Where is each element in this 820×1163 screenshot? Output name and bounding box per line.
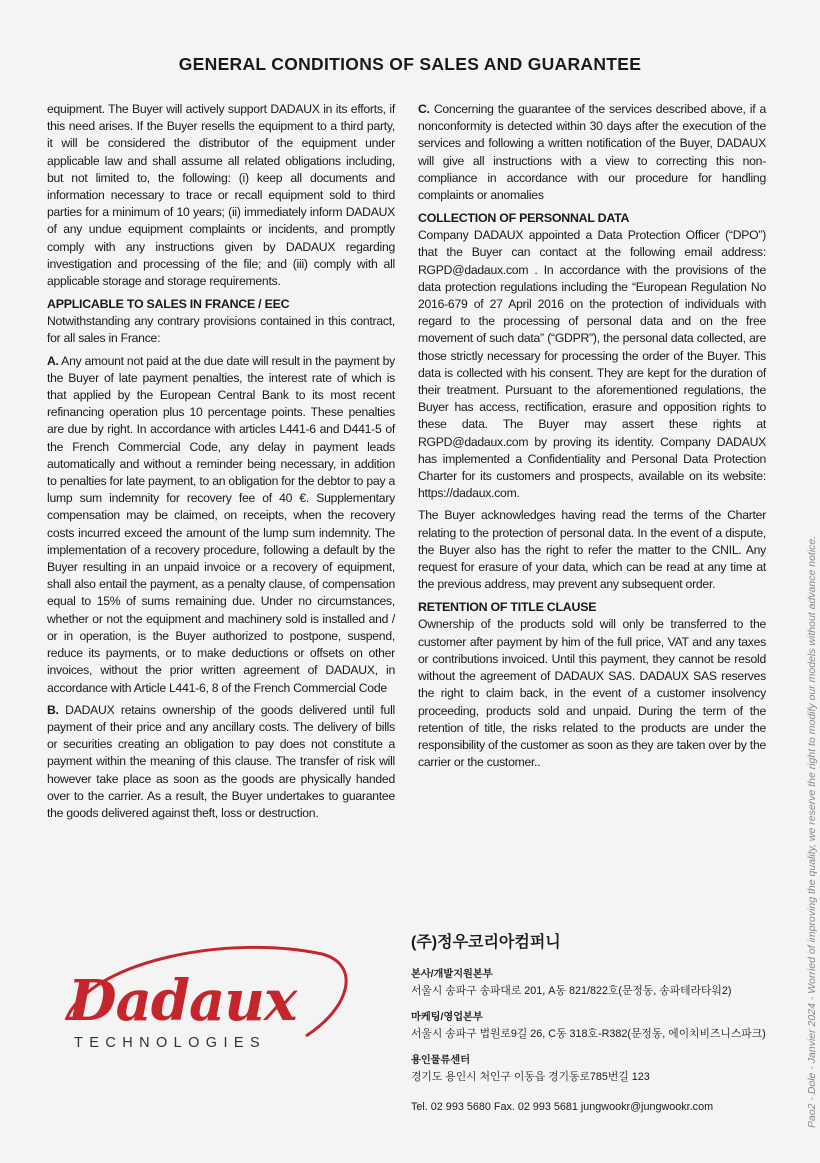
- logo-subtitle: TECHNOLOGIES: [74, 1035, 267, 1051]
- office-name: 용인물류센터: [411, 1055, 471, 1066]
- clause-b-text: DADAUX retains ownership of the goods delivered until full payment of their price and any ancillary costs. The delivery of bills or securities creating an obligation to pay does not constitute a payment within the meaning of this clause. The transfer of risk will however take place as soon as the goods are physically handed over to the carrier. As a result, the Buyer undertakes to guarantee the goods delivered against theft, loss or destruction.: [47, 702, 395, 820]
- page-title: GENERAL CONDITIONS OF SALES AND GUARANTEE: [178, 54, 642, 74]
- clause-a-text: Any amount not paid at the due date will result in the payment by the Buyer of late payment penalties, the interest rate of which is that applied by the European Central Bank to its most recent refinancing operation plus 10 percentage points. These penalties are due by right. In accordance with articles L441-6 and D441-5 of the French Commercial Code, any delay in payment leads automatically and without a reminder being necessary, in addition to penalties for late payment, to an obligation for the debtor to pay a lump sum indemnity for recovery fee of 40 €. Supplementary compensation may be claimed, on receipts, when the recovery costs incurred exceed the amount of the lump sum indemnity. The implementation of a recovery procedure, following a default by the Buyer resulting in an unpaid invoice or a recovery of equipment, shall also entail the payment, as a penalty clause, of compensation equal to 15% of sums remaining due. Under no circumstances, whether or not the equipment and machinery sold is installed and / or in operation, is the Buyer authorized to postpone, suspend, reduce its payments, or to make deductions or offsets on other invoices, without the prior written agreement of DADAUX, in accordance with Article L441-6, 8 of the French Commercial Code: [47, 353, 395, 695]
- contact-block: [411, 935, 766, 1115]
- left-column: [47, 101, 395, 827]
- section-heading-retention: RETENTION OF TITLE CLAUSE: [418, 600, 597, 615]
- contact-tel: Tel. 02 993 5680 Fax. 02 993 5681 jungwookr@jungwookr.com: [411, 1101, 714, 1113]
- logo-wordmark: Dadaux: [68, 968, 297, 1034]
- clause-a-label: A.: [47, 353, 59, 368]
- right-column: [418, 101, 766, 776]
- side-note: Pao2 - Dole - Janvier 2024 - Worried of improving the quality, we reserve the right to modify our models without advance notice.: [806, 535, 818, 1128]
- clause-a: [47, 353, 395, 697]
- section-heading-personal-data: COLLECTION OF PERSONNAL DATA: [418, 211, 630, 226]
- dadaux-logo: [60, 940, 350, 1060]
- clause-c-label: C.: [418, 102, 430, 116]
- clause-c-text: Concerning the guarantee of the services described above, if a nonconformity is detected within 30 days after the execution of the services and following a written notification of the Buyer, DADAUX will give all instructions with a view to correcting this non-compliance in accordance with our procedure for handling complaints or anomalies: [418, 102, 766, 203]
- office-address: 서울시 송파구 송파대로 201, A동 821/822호(문정동, 송파테라타워2): [411, 985, 732, 997]
- section-heading-france-eec: APPLICABLE TO SALES IN FRANCE / EEC: [47, 297, 290, 312]
- intro-paragraph: equipment. The Buyer will actively support DADAUX in its efforts, if this need arises. If the Buyer resells the equipment to a third party, it will be considered the distributor of the equipment under applicable law and shall assume all related obligations including, but not limited to, the following: (i) keep all documents and information necessary to trace or recall equipment sold to third parties for a minimum of 10 years; (ii) immediately inform DADAUX of any undue equipment complaints or incidents, and promptly comply with any instructions given by DADAUX regarding investigation and processing of the file; and (iii) comply with all applicable storage and storage requirements.: [47, 102, 395, 289]
- clause-c: [418, 101, 766, 204]
- section-intro: Notwithstanding any contrary provisions contained in this contract, for all sales in France:: [47, 314, 395, 346]
- retention-paragraph: Ownership of the products sold will only be transferred to the customer after payment by him of the full price, VAT and any taxes or contributions invoiced. Until this payment, they cannot be resold without the agreement of DADAUX SAS. DADAUX SAS reserves the right to claim back, in the event of a customer insolvency proceeding, products sold and unpaid. During the term of the retention of title, the risks related to the products are under the responsibility of the customer as soon as they are taken over by the carrier or the customer..: [418, 617, 766, 770]
- office-hq: [411, 967, 766, 999]
- company-name: (주)정우코리아컴퍼니: [411, 934, 561, 951]
- office-address: 서울시 송파구 법원로9길 26, C동 318호-R382(문정동, 에이치비즈니스파크): [411, 1028, 766, 1040]
- clause-b: [47, 702, 395, 822]
- charter-paragraph: The Buyer acknowledges having read the terms of the Charter relating to the protection of personal data. In the event of a dispute, the Buyer also has the right to refer the matter to the CNIL. Any request for erasure of your data, which can be read at any time at the previous address, may prevent any subsequent order.: [418, 508, 766, 592]
- office-name: 본사/개발지원본부: [411, 969, 493, 980]
- office-name: 마케팅/영업본부: [411, 1012, 483, 1023]
- clause-b-label: B.: [47, 702, 59, 717]
- personal-data-paragraph: Company DADAUX appointed a Data Protection Officer (“DPO”) that the Buyer can contact at the following email address: RGPD@dadaux.com . In accordance with the provisions of the data protection regulations including the “European Regulation No 2016-679 of 27 April 2016 on the protection of individuals with regard to the processing of personal data and on the free movement of such data” (“GDPR”), the personal data collected, are those strictly necessary for processing the order of the Buyer. This data is collected with his consent. They are kept for the duration of their treatment. Pursuant to the aforementioned regulations, the Buyer has access, rectification, erasure and opposition rights to these data. The Buyer may assert these rights at RGPD@dadaux.com by proving its identity. Company DADAUX has implemented a Confidentiality and Personal Data Protection Charter for its customers and prospects, available on its website: https://dadaux.com.: [418, 228, 766, 501]
- office-address: 경기도 용인시 처인구 이동읍 경기동로785번길 123: [411, 1071, 650, 1083]
- office-marketing: [411, 1010, 766, 1042]
- office-logistics: [411, 1053, 766, 1085]
